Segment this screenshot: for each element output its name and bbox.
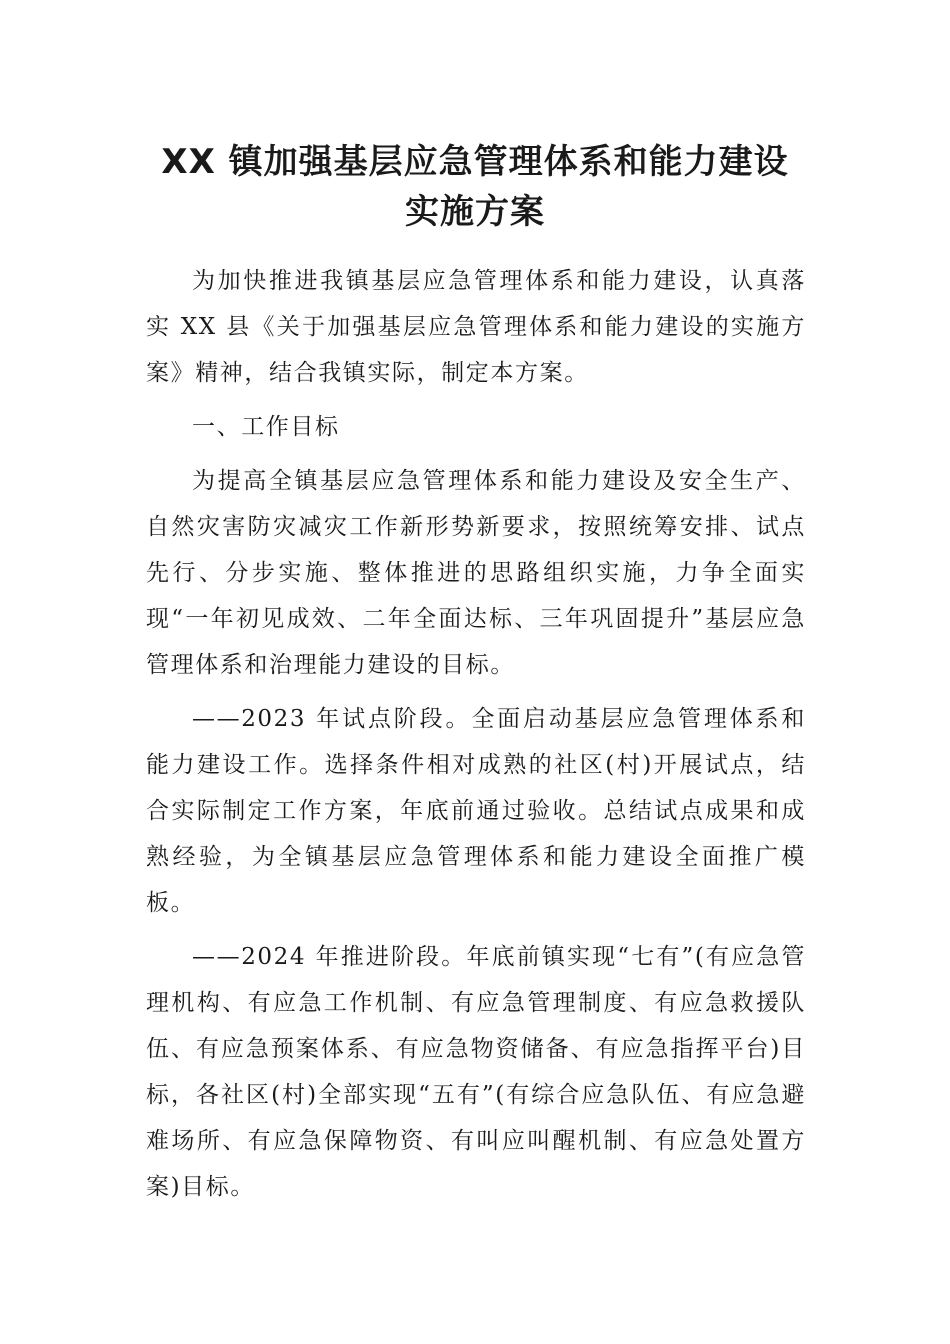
phase-2023-paragraph: ——2023 年试点阶段。全面启动基层应急管理体系和能力建设工作。选择条件相对成熟的社区(村)开展试点，结合实际制定工作方案，年底前通过验收。总结试点成果和成熟经验，为全镇基层应急管理体系和能力建设全面推广模板。 xyxy=(146,706,806,916)
document-title-line2: 实施方案 xyxy=(405,192,545,232)
goals-paragraph: 为提高全镇基层应急管理体系和能力建设及安全生产、自然灾害防灾减灾工作新形势新要求，按照统筹安排、试点先行、分步实施、整体推进的思路组织实施，力争全面实现“一年初见成效、二年全面达标、三年巩固提升”基层应急管理体系和治理能力建设的目标。 xyxy=(146,468,806,678)
document-title-line1: XX 镇加强基层应急管理体系和能力建设 xyxy=(161,142,789,182)
intro-paragraph: 为加快推进我镇基层应急管理体系和能力建设，认真落实 XX 县《关于加强基层应急管理体系和能力建设的实施方案》精神，结合我镇实际，制定本方案。 xyxy=(146,268,806,386)
document-body xyxy=(146,258,806,1210)
phase-2024-paragraph: ——2024 年推进阶段。年底前镇实现“七有”(有应急管理机构、有应急工作机制、有应急管理制度、有应急救援队伍、有应急预案体系、有应急物资储备、有应急指挥平台)目标，各社区(村)全部实现“五有”(有综合应急队伍、有应急避难场所、有应急保障物资、有叫应叫醒机制、有应急处置方案)目标。 xyxy=(146,944,806,1200)
section-heading-goals: 一、工作目标 xyxy=(192,414,340,440)
